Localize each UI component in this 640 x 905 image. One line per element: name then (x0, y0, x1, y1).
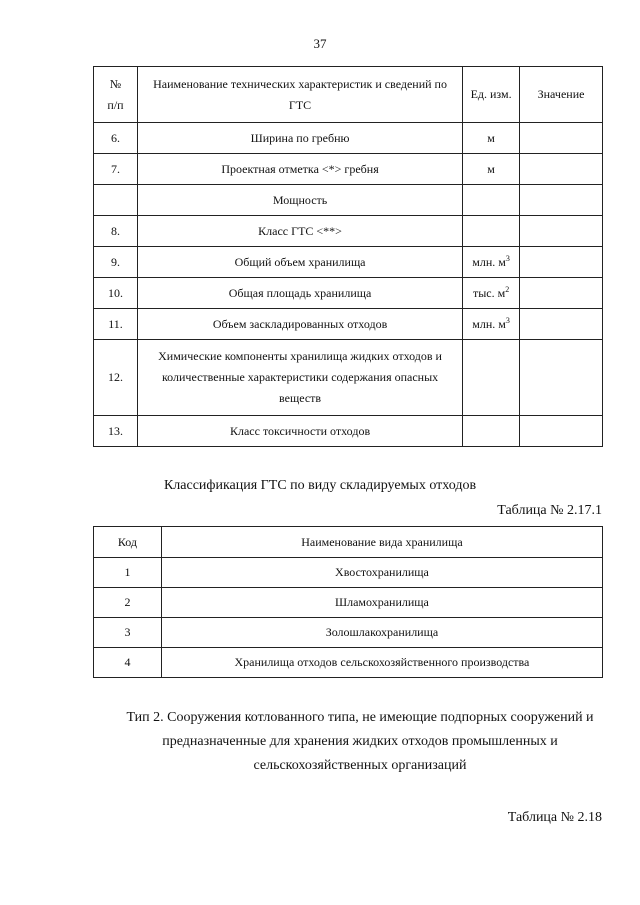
row-unit (463, 216, 520, 247)
unit-text: м (487, 161, 495, 176)
classification-table (93, 526, 603, 678)
row-unit (463, 123, 520, 154)
row-unit (463, 309, 520, 340)
row-value (520, 154, 603, 185)
row-characteristic: Общий объем хранилища (137, 247, 462, 278)
unit-text: м (487, 130, 495, 145)
spec-row (94, 416, 603, 447)
row-value (520, 185, 603, 216)
storage-type-name: Шламохранилища (161, 588, 602, 618)
row-number: 13. (94, 416, 138, 447)
storage-code: 3 (94, 618, 162, 648)
row-number: 9. (94, 247, 138, 278)
row-unit (463, 154, 520, 185)
row-unit (463, 416, 520, 447)
row-characteristic: Класс ГТС <**> (137, 216, 462, 247)
spec-row (94, 123, 603, 154)
row-characteristic: Мощность (137, 185, 462, 216)
row-unit (463, 278, 520, 309)
row-characteristic: Класс токсичности отходов (137, 416, 462, 447)
unit-text: тыс. м (472, 285, 506, 300)
header-storage-name: Наименование вида хранилища (161, 527, 602, 558)
spec-row (94, 216, 603, 247)
table-label-2-17-1: Таблица № 2.17.1 (497, 503, 602, 518)
unit-superscript: 2 (505, 284, 510, 294)
row-value (520, 278, 603, 309)
spec-row (94, 185, 603, 216)
classification-title: Классификация ГТС по виду складируемых отходов (163, 478, 477, 493)
type2-paragraph: Тип 2. Сооружения котлованного типа, не имеющие подпорных сооружений и предназначенные для хранения жидких отходов промышленных и сельскохозяйственных организаций (126, 710, 594, 773)
classification-row (94, 558, 603, 588)
row-value (520, 416, 603, 447)
storage-code: 2 (94, 588, 162, 618)
row-unit (463, 185, 520, 216)
row-characteristic: Общая площадь хранилища (137, 278, 462, 309)
storage-type-name: Золошлакохранилища (161, 618, 602, 648)
spec-row (94, 154, 603, 185)
classification-row (94, 648, 603, 678)
header-num: № п/п (94, 67, 138, 123)
table-label-2-18: Таблица № 2.18 (507, 810, 602, 825)
spec-row (94, 340, 603, 416)
storage-code: 4 (94, 648, 162, 678)
row-unit (463, 340, 520, 416)
storage-type-name: Хвостохранилища (161, 558, 602, 588)
classification-row (94, 618, 603, 648)
row-unit (463, 247, 520, 278)
unit-text: млн. м (472, 316, 506, 331)
page-number: 37 (313, 36, 327, 51)
header-name: Наименование технических характеристик и сведений по ГТС (137, 67, 462, 123)
row-number: 6. (94, 123, 138, 154)
header-value: Значение (520, 67, 603, 123)
storage-type-name: Хранилища отходов сельскохозяйственного производства (161, 648, 602, 678)
classification-row (94, 588, 603, 618)
row-value (520, 123, 603, 154)
row-characteristic: Химические компоненты хранилища жидких отходов и количественные характеристики содержания опасных веществ (137, 340, 462, 416)
header-unit: Ед. изм. (463, 67, 520, 123)
row-number: 12. (94, 340, 138, 416)
storage-code: 1 (94, 558, 162, 588)
row-number: 11. (94, 309, 138, 340)
unit-text: млн. м (472, 254, 506, 269)
row-value (520, 309, 603, 340)
spec-row (94, 278, 603, 309)
unit-superscript: 3 (505, 253, 510, 263)
row-number: 10. (94, 278, 138, 309)
row-number: 7. (94, 154, 138, 185)
row-value (520, 340, 603, 416)
row-characteristic: Проектная отметка <*> гребня (137, 154, 462, 185)
row-characteristic: Ширина по гребню (137, 123, 462, 154)
row-characteristic: Объем заскладированных отходов (137, 309, 462, 340)
row-number (94, 185, 138, 216)
header-code: Код (94, 527, 162, 558)
row-value (520, 216, 603, 247)
spec-row (94, 247, 603, 278)
row-value (520, 247, 603, 278)
row-number: 8. (94, 216, 138, 247)
spec-table (93, 66, 603, 447)
spec-row (94, 309, 603, 340)
unit-superscript: 3 (505, 315, 510, 325)
